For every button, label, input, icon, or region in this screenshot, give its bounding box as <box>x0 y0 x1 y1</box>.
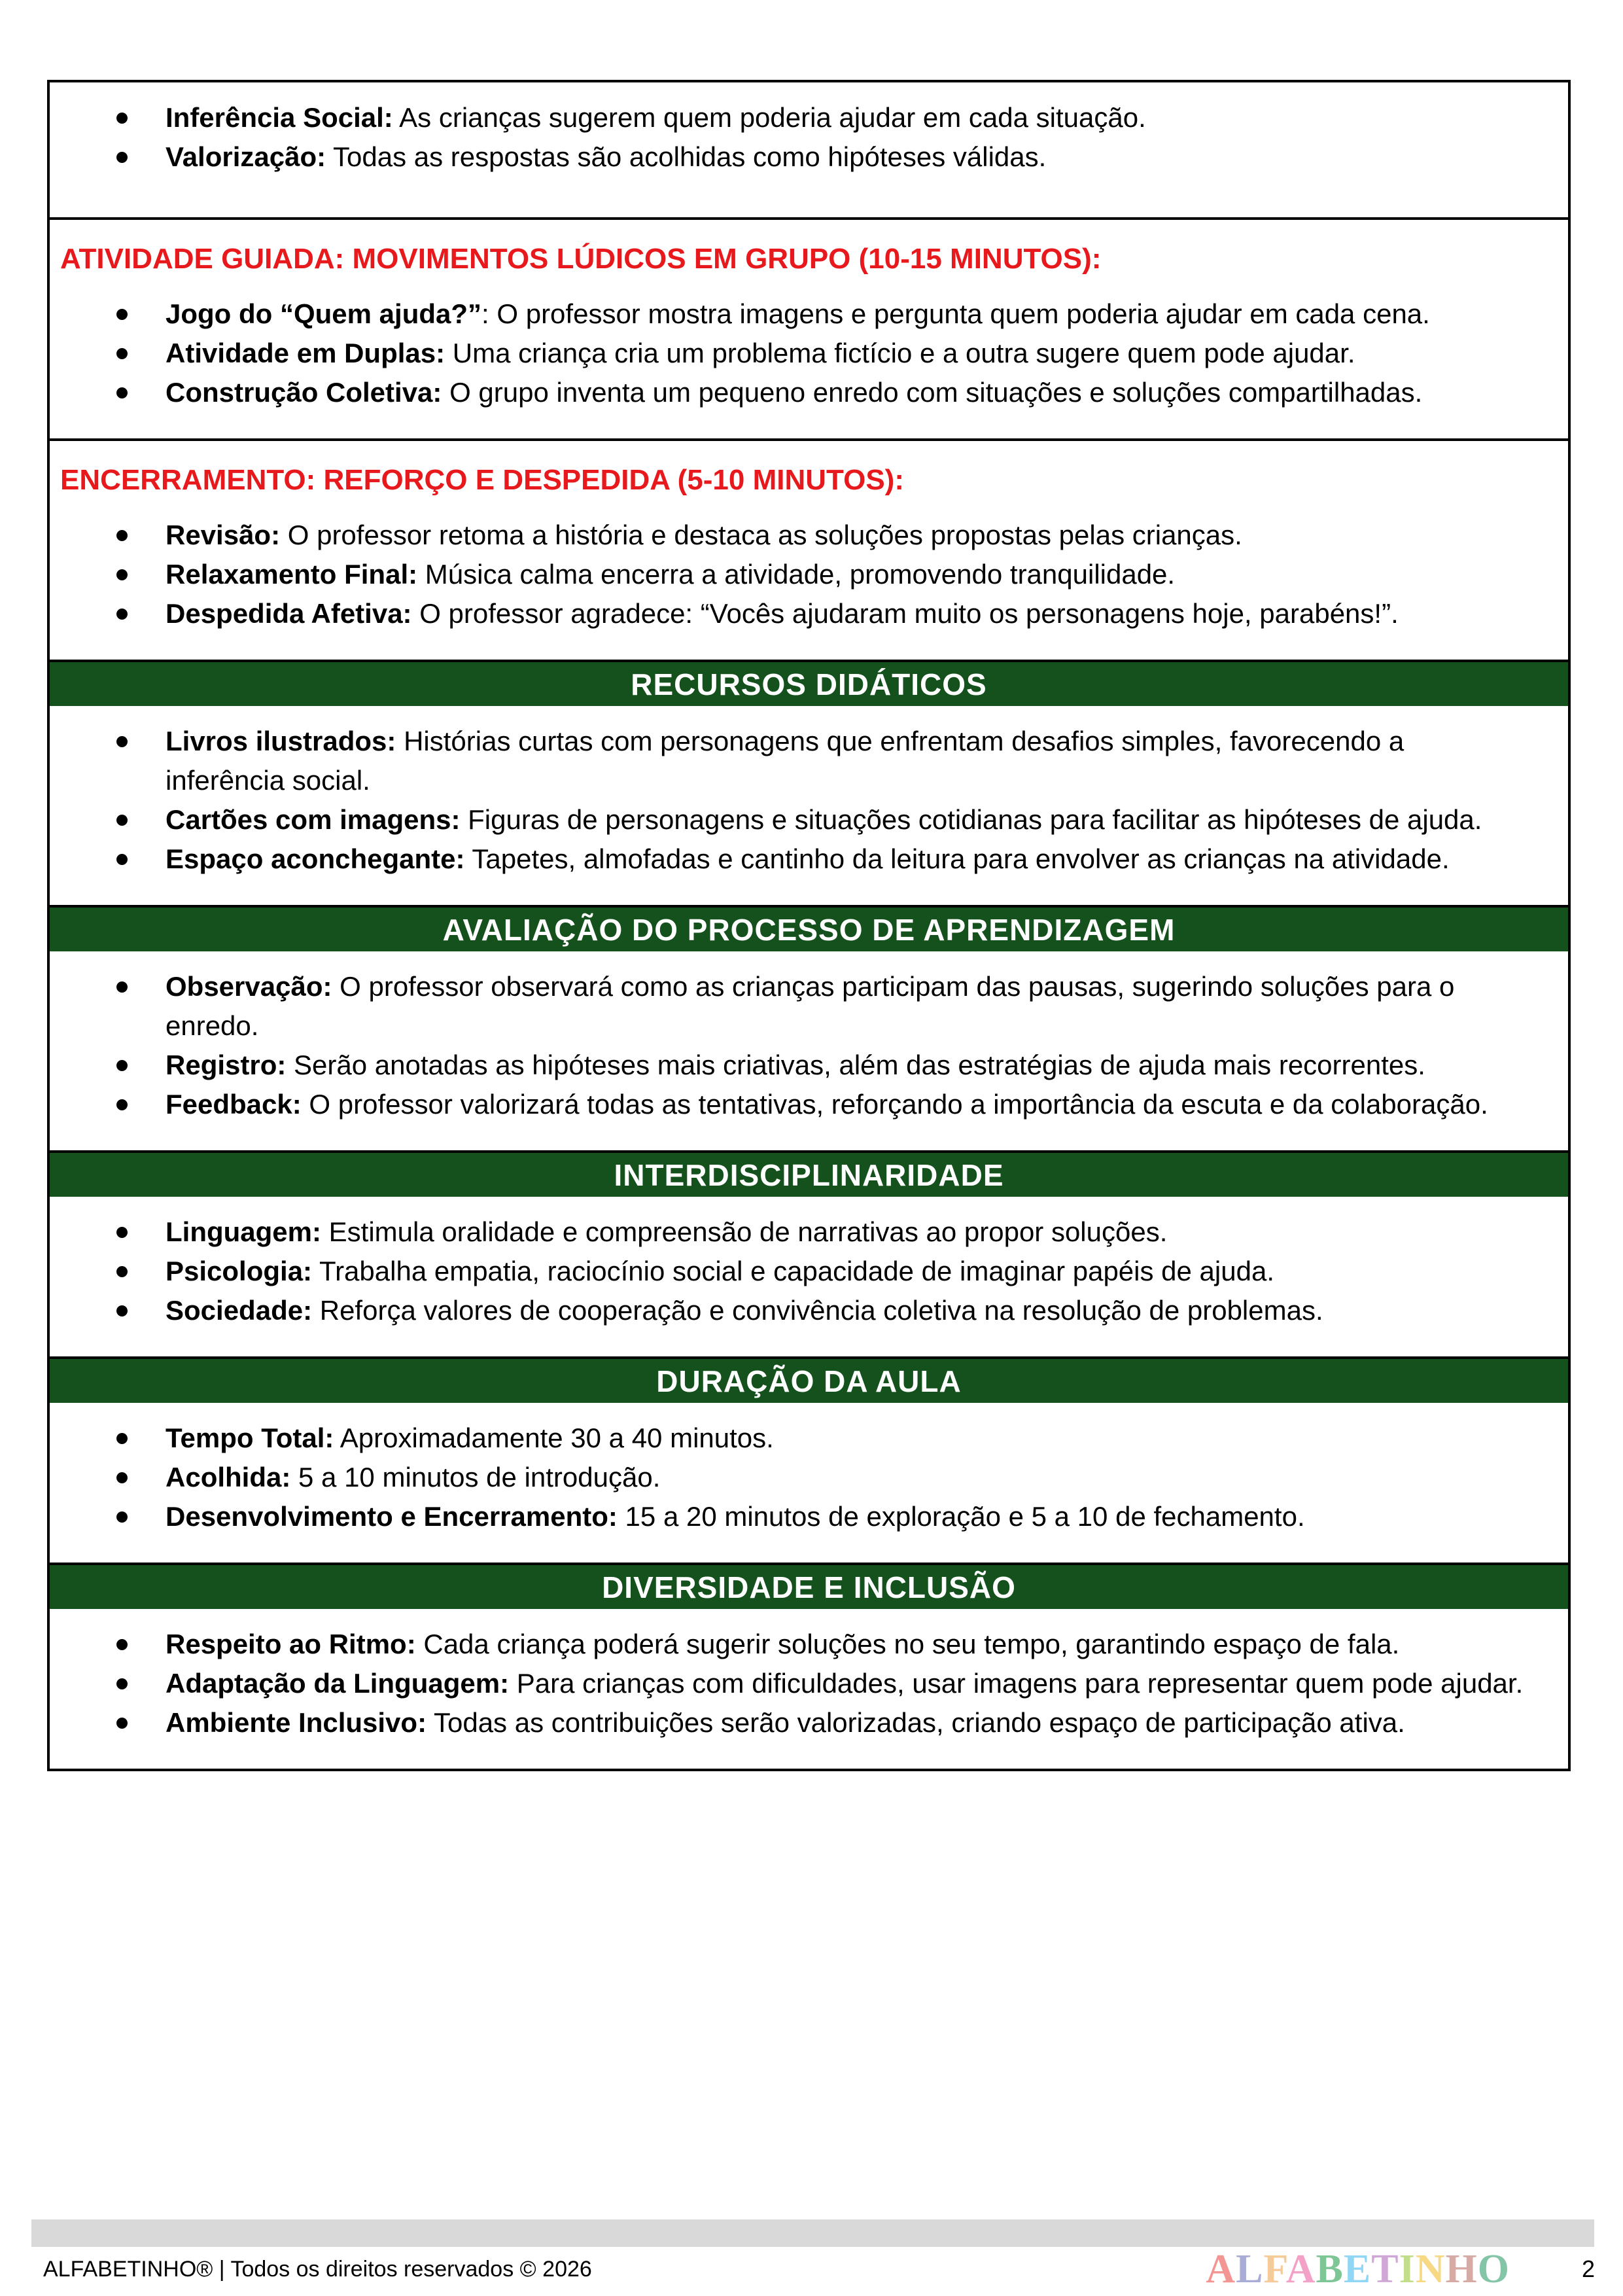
logo-letter: B <box>1316 2246 1344 2291</box>
list-item <box>50 1703 1529 1742</box>
section-avaliacao <box>50 951 1568 1150</box>
list-item <box>50 1458 1529 1497</box>
list-item <box>50 800 1529 839</box>
bullet-text: : O professor mostra imagens e pergunta quem poderia ajudar em cada cena. <box>481 298 1430 329</box>
logo-letter: N <box>1415 2246 1446 2291</box>
bullet-text: As crianças sugerem quem poderia ajudar em cada situação. <box>393 102 1146 133</box>
logo-letter: I <box>1399 2246 1416 2291</box>
page-number: 2 <box>1581 2255 1595 2282</box>
bullet-text: O grupo inventa um pequeno enredo com situações e soluções compartilhadas. <box>442 377 1423 408</box>
list-item <box>50 1212 1529 1252</box>
bullet-lead: Revisão: <box>166 520 281 550</box>
list-item <box>50 555 1529 594</box>
logo-letter: O <box>1477 2246 1510 2291</box>
list-item <box>50 594 1529 633</box>
bullet-text: Histórias curtas com personagens que enfrentam desafios simples, favorecendo a inferência social. <box>166 726 1405 796</box>
bullet-text: Música calma encerra a atividade, promovendo tranquilidade. <box>417 559 1176 590</box>
bullet-text: Figuras de personagens e situações cotidianas para facilitar as hipóteses de ajuda. <box>460 804 1482 835</box>
bullet-lead: Acolhida: <box>166 1462 291 1492</box>
list-item <box>50 1664 1529 1703</box>
logo-letter: T <box>1371 2246 1399 2291</box>
bullet-lead: Observação: <box>166 971 332 1002</box>
section-intro <box>50 82 1568 217</box>
list-item <box>50 137 1529 177</box>
bullet-lead: Valorização: <box>166 141 326 172</box>
alfabetinho-logo <box>1206 2246 1510 2293</box>
bullet-lead: Atividade em Duplas: <box>166 338 445 368</box>
list-item <box>50 839 1529 879</box>
bullet-list <box>50 516 1568 633</box>
bullet-lead: Psicologia: <box>166 1256 313 1286</box>
bullet-text: O professor retoma a história e destaca as soluções propostas pelas crianças. <box>280 520 1242 550</box>
bullet-lead: Registro: <box>166 1050 287 1080</box>
bullet-text: Trabalha empatia, raciocínio social e capacidade de imaginar papéis de ajuda. <box>312 1256 1274 1286</box>
section-interdisciplinaridade <box>50 1197 1568 1356</box>
list-item <box>50 98 1529 137</box>
logo-letter: H <box>1445 2246 1478 2291</box>
bullet-lead: Espaço aconchegante: <box>166 843 465 874</box>
bullet-list <box>50 1419 1568 1536</box>
list-item <box>50 967 1529 1046</box>
section-recursos-didaticos <box>50 706 1568 905</box>
section-atividade-guiada <box>50 217 1568 438</box>
logo-letter: A <box>1206 2246 1236 2291</box>
section-header: ATIVIDADE GUIADA: MOVIMENTOS LÚDICOS EM GRUPO (10-15 MINUTOS): <box>60 243 1102 275</box>
list-item <box>50 516 1529 555</box>
bullet-text: O professor valorizará todas as tentativas, reforçando a importância da escuta e da colaboração. <box>301 1089 1488 1120</box>
list-item <box>50 722 1529 800</box>
section-duracao-da-aula <box>50 1403 1568 1563</box>
list-item <box>50 1291 1529 1330</box>
bullet-lead: Livros ilustrados: <box>166 726 396 756</box>
bullet-lead: Sociedade: <box>166 1295 313 1326</box>
section-header: ENCERRAMENTO: REFORÇO E DESPEDIDA (5-10 MINUTOS): <box>60 464 904 496</box>
bullet-list <box>50 1625 1568 1742</box>
list-item <box>50 294 1529 334</box>
bullet-text: 15 a 20 minutos de exploração e 5 a 10 de fechamento. <box>617 1501 1305 1532</box>
list-item <box>50 373 1529 412</box>
bullet-text: Todas as respostas são acolhidas como hipóteses válidas. <box>326 141 1047 172</box>
logo-letter: L <box>1236 2246 1264 2291</box>
lesson-plan-table <box>47 80 1571 1771</box>
copyright-text: ALFABETINHO® | Todos os direitos reservados © 2026 <box>43 2256 592 2282</box>
bullet-lead: Tempo Total: <box>166 1422 334 1453</box>
bullet-lead: Ambiente Inclusivo: <box>166 1707 427 1738</box>
bullet-text: O professor observará como as crianças participam das pausas, sugerindo soluções para o enredo. <box>166 971 1455 1041</box>
banner-recursos-didaticos: RECURSOS DIDÁTICOS <box>50 660 1568 706</box>
footer <box>43 2243 1595 2295</box>
list-item <box>50 1625 1529 1664</box>
banner-diversidade-inclusao: DIVERSIDADE E INCLUSÃO <box>50 1563 1568 1609</box>
logo-letter: F <box>1263 2246 1286 2291</box>
banner-duracao-da-aula: DURAÇÃO DA AULA <box>50 1356 1568 1403</box>
bullet-text: Todas as contribuições serão valorizadas, criando espaço de participação ativa. <box>427 1707 1405 1738</box>
bullet-lead: Linguagem: <box>166 1216 321 1247</box>
section-diversidade-inclusao <box>50 1609 1568 1769</box>
logo-letter: A <box>1285 2246 1316 2291</box>
bullet-lead: Desenvolvimento e Encerramento: <box>166 1501 618 1532</box>
bullet-lead: Adaptação da Linguagem: <box>166 1668 510 1699</box>
banner-avaliacao: AVALIAÇÃO DO PROCESSO DE APRENDIZAGEM <box>50 905 1568 951</box>
bullet-text: Uma criança cria um problema fictício e a outra sugere quem pode ajudar. <box>445 338 1355 368</box>
bullet-list <box>50 967 1568 1124</box>
bullet-text: Aproximadamente 30 a 40 minutos. <box>334 1422 774 1453</box>
bullet-text: Serão anotadas as hipóteses mais criativas, além das estratégias de ajuda mais recorrentes. <box>286 1050 1425 1080</box>
bullet-lead: Cartões com imagens: <box>166 804 461 835</box>
bullet-text: Reforça valores de cooperação e convivência coletiva na resolução de problemas. <box>312 1295 1323 1326</box>
list-item <box>50 1497 1529 1536</box>
footer-right <box>1206 2246 1595 2293</box>
bullet-text: O professor agradece: “Vocês ajudaram muito os personagens hoje, parabéns!”. <box>411 598 1399 629</box>
bullet-text: Cada criança poderá sugerir soluções no seu tempo, garantindo espaço de fala. <box>415 1629 1400 1659</box>
list-item <box>50 334 1529 373</box>
banner-interdisciplinaridade: INTERDISCIPLINARIDADE <box>50 1150 1568 1197</box>
bullet-text: 5 a 10 minutos de introdução. <box>290 1462 661 1492</box>
bullet-list <box>50 294 1568 412</box>
bullet-lead: Despedida Afetiva: <box>166 598 412 629</box>
list-item <box>50 1046 1529 1085</box>
section-encerramento <box>50 438 1568 660</box>
bullet-text: Estimula oralidade e compreensão de narrativas ao propor soluções. <box>321 1216 1168 1247</box>
bullet-lead: Construção Coletiva: <box>166 377 442 408</box>
bullet-text: Tapetes, almofadas e cantinho da leitura para envolver as crianças na atividade. <box>464 843 1450 874</box>
bullet-list <box>50 98 1568 177</box>
bullet-lead: Inferência Social: <box>166 102 393 133</box>
bullet-lead: Jogo do “Quem ajuda?” <box>166 298 482 329</box>
bullet-list <box>50 722 1568 879</box>
bullet-lead: Relaxamento Final: <box>166 559 418 590</box>
list-item <box>50 1419 1529 1458</box>
bullet-lead: Respeito ao Ritmo: <box>166 1629 416 1659</box>
logo-letter: E <box>1343 2246 1372 2291</box>
bullet-lead: Feedback: <box>166 1089 302 1120</box>
list-item <box>50 1085 1529 1124</box>
bullet-list <box>50 1212 1568 1330</box>
bullet-text: Para crianças com dificuldades, usar imagens para representar quem pode ajudar. <box>509 1668 1524 1699</box>
list-item <box>50 1252 1529 1291</box>
